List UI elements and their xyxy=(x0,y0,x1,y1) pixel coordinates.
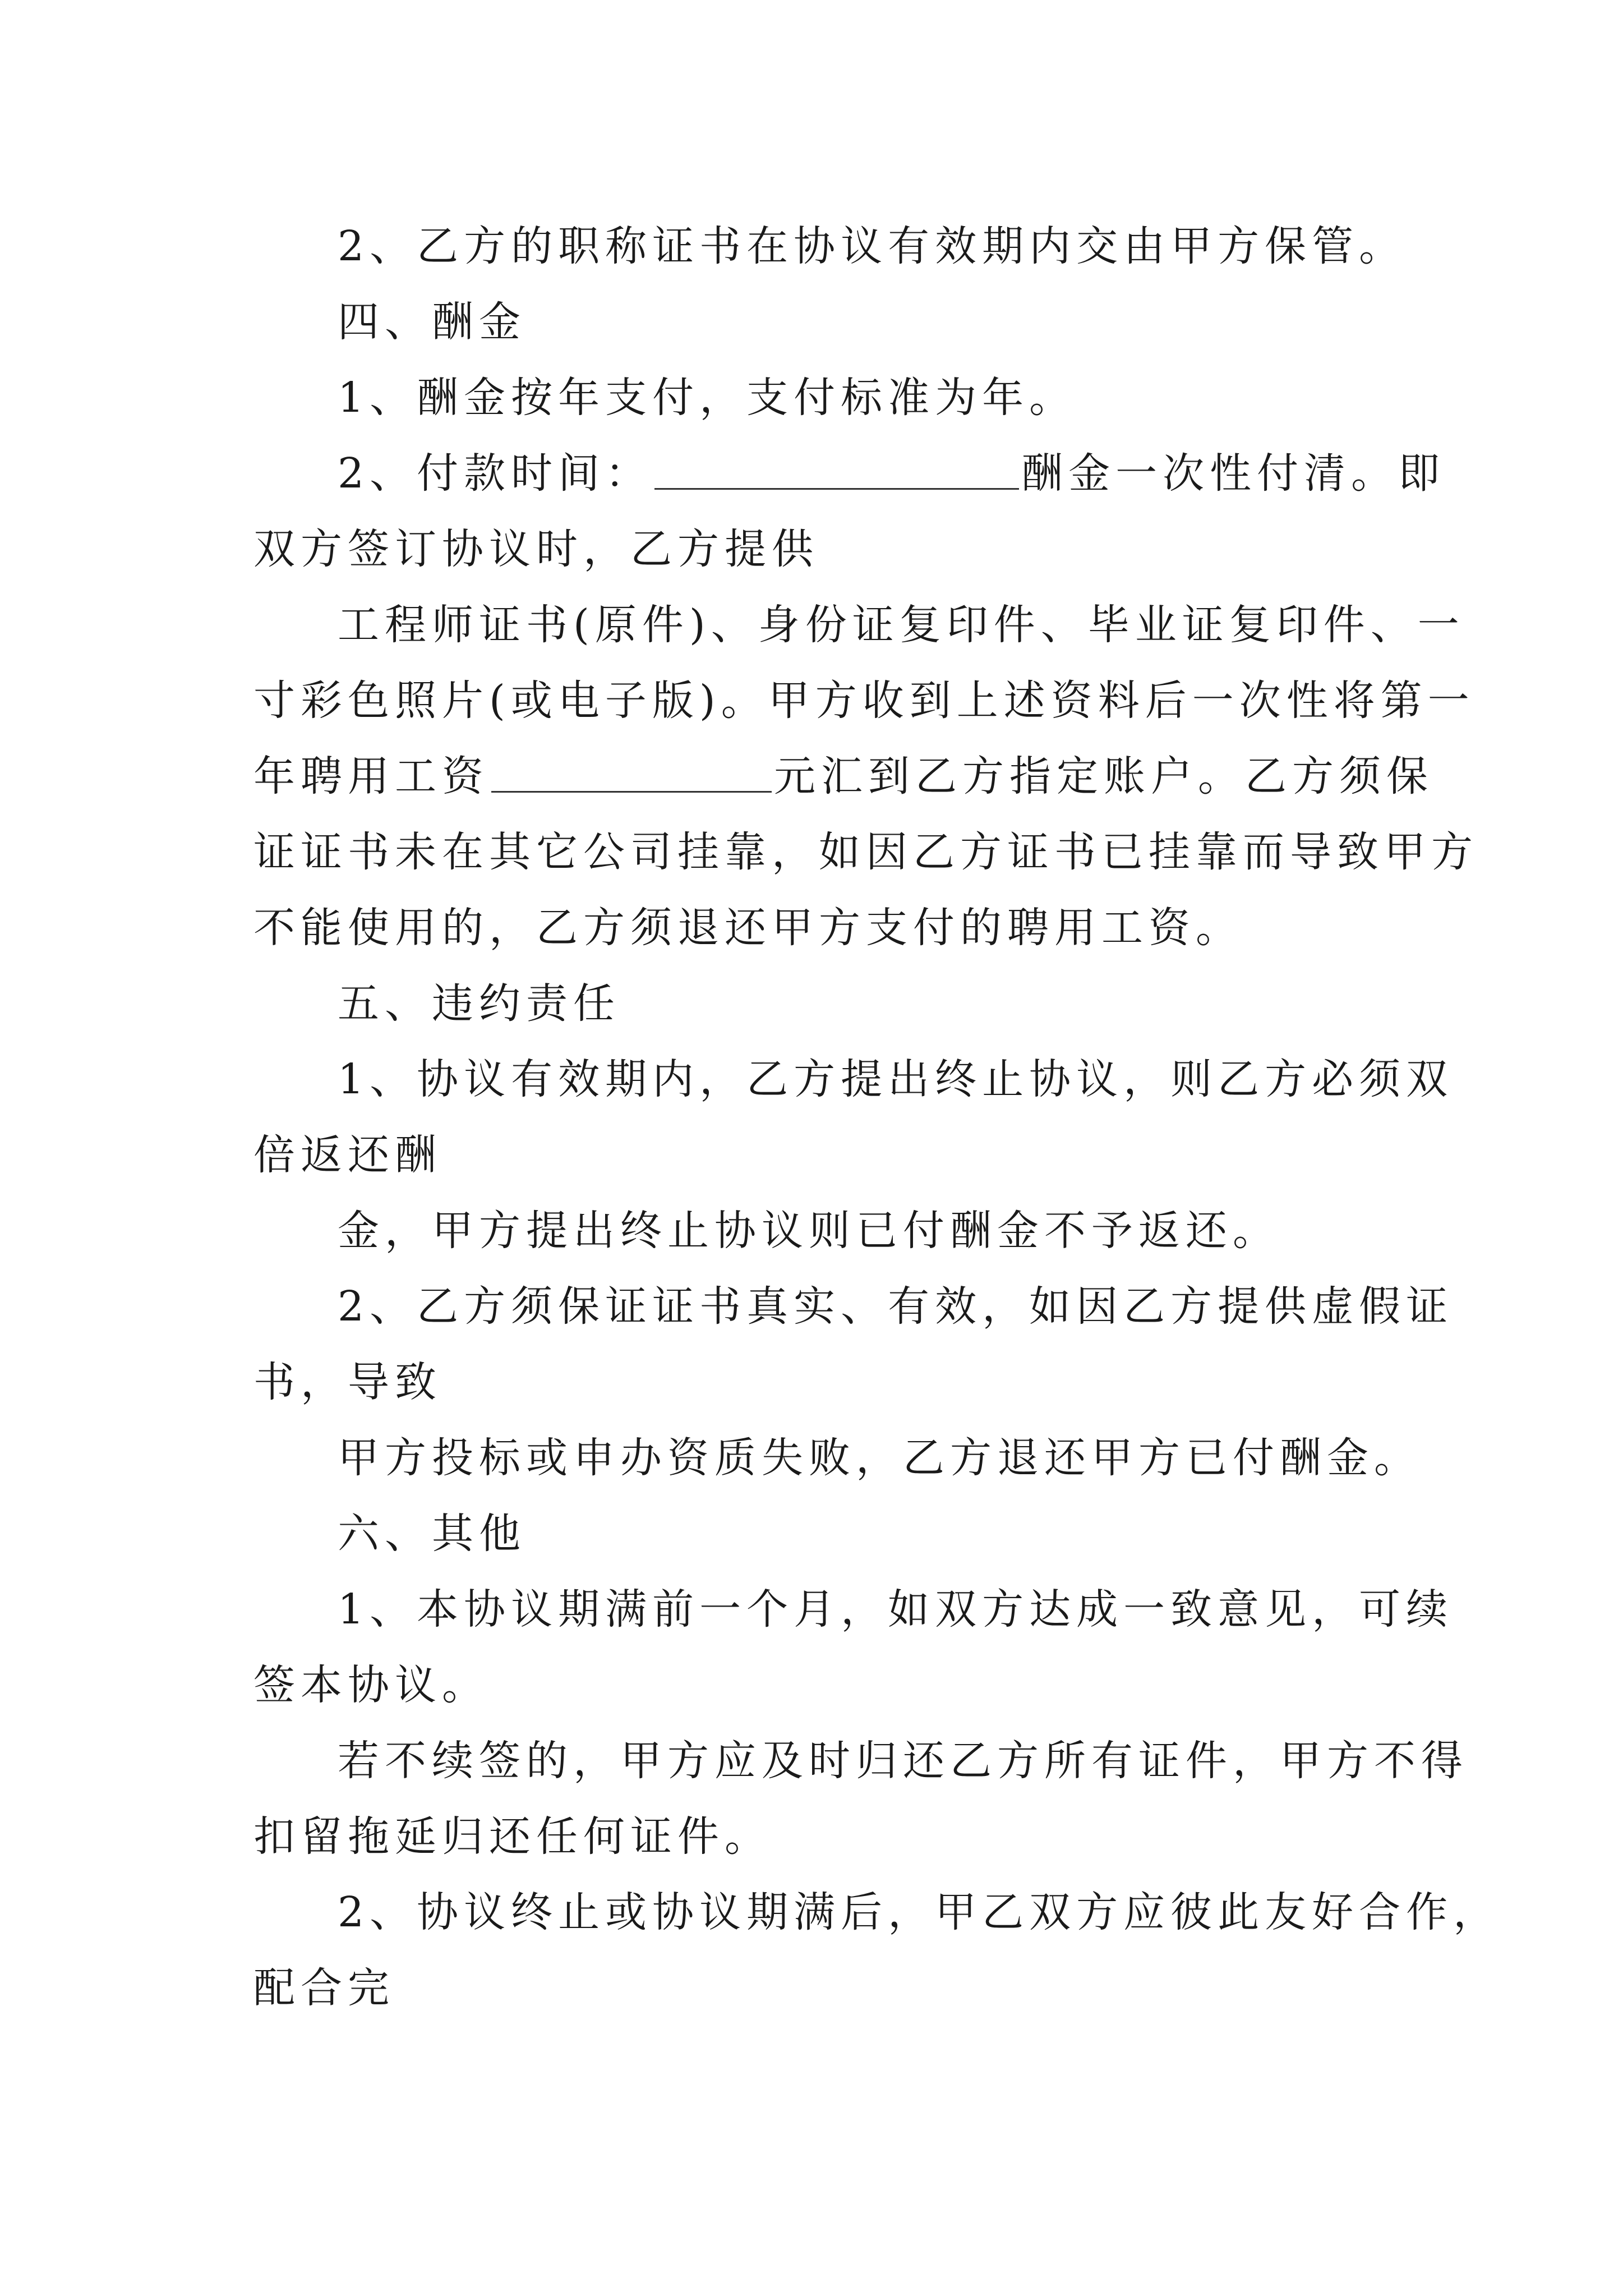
clause-6-2-line: 2、协议终止或协议期满后，甲乙双方应彼此友好合作， xyxy=(338,1888,1501,1936)
section-4-heading: 四、酬金 xyxy=(338,298,526,346)
wage-label: 年聘用工资 xyxy=(253,752,489,800)
clause-5-2-cont2-line: 甲方投标或申办资质失败，乙方退还甲方已付酬金。 xyxy=(338,1434,1421,1482)
clause-4-2-cont-line: 双方签订协议时，乙方提供 xyxy=(253,525,819,573)
clause-6-1-cont-line: 签本协议。 xyxy=(253,1661,489,1709)
documents-line-2: 寸彩色照片(或电子版)。甲方收到上述资料后一次性将第一 xyxy=(253,677,1475,725)
clause-4-2-line xyxy=(253,436,1446,512)
renewal-cont-line: 扣留拖延归还任何证件。 xyxy=(253,1812,772,1861)
clause-5-1-cont-line: 倍返还酬 xyxy=(253,1131,442,1179)
clause-6-2-cont-line: 配合完 xyxy=(253,1964,395,2012)
clause-5-1-cont2-line: 金，甲方提出终止协议则已付酬金不予返还。 xyxy=(338,1207,1280,1255)
payment-time-tail: 酬金一次性付清。即 xyxy=(1021,449,1446,498)
documents-line-5: 不能使用的，乙方须退还甲方支付的聘用工资。 xyxy=(253,904,1243,952)
payment-time-label: 2、付款时间： xyxy=(338,449,653,498)
documents-line-1: 工程师证书(原件)、身份证复印件、毕业证复印件、一 xyxy=(338,601,1465,649)
document-body xyxy=(253,209,1501,2026)
documents-line-4: 证证书未在其它公司挂靠，如因乙方证书已挂靠而导致甲方 xyxy=(253,828,1478,876)
section-5-heading: 五、违约责任 xyxy=(338,979,620,1028)
clause-4-1-line: 1、酬金按年支付，支付标准为年。 xyxy=(338,374,1077,422)
clause-5-1-line: 1、协议有效期内，乙方提出终止协议，则乙方必须双 xyxy=(338,1055,1454,1103)
clause-3-2-line: 2、乙方的职称证书在协议有效期内交由甲方保管。 xyxy=(338,222,1407,270)
renewal-line: 若不续签的，甲方应及时归还乙方所有证件，甲方不得 xyxy=(338,1737,1468,1785)
clause-5-2-line: 2、乙方须保证证书真实、有效，如因乙方提供虚假证 xyxy=(338,1282,1454,1331)
section-6-heading: 六、其他 xyxy=(338,1510,526,1558)
payment-time-blank xyxy=(654,449,1019,490)
clause-5-2-cont-line: 书，导致 xyxy=(253,1358,442,1406)
wage-line xyxy=(253,739,1433,815)
wage-amount-blank xyxy=(491,752,772,793)
wage-tail: 元汇到乙方指定账户。乙方须保 xyxy=(774,752,1433,800)
clause-6-1-line: 1、本协议期满前一个月，如双方达成一致意见，可续 xyxy=(338,1585,1454,1634)
